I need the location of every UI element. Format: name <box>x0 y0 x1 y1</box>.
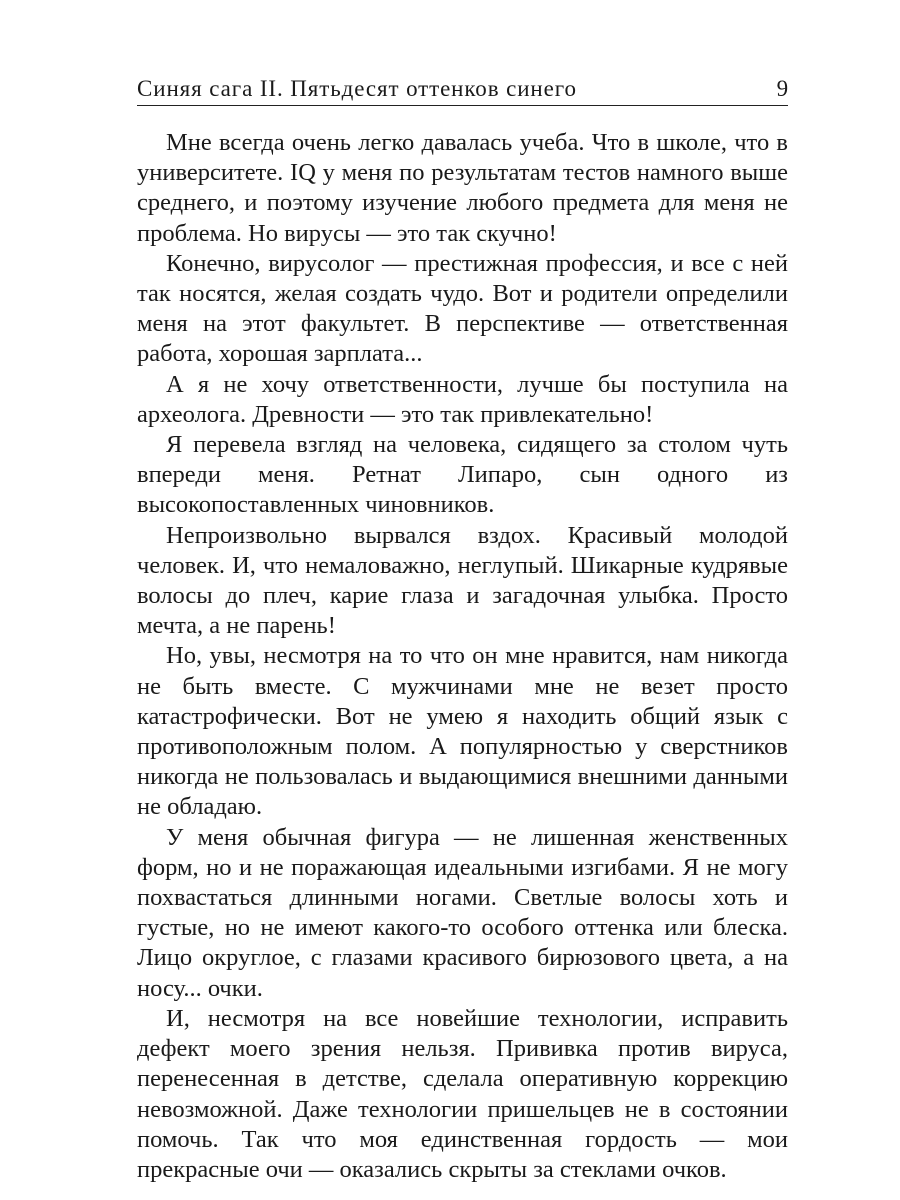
paragraph-4: Я перевела взгляд на человека, сидящего за столом чуть впереди меня. Ретнат Липаро, сын одного из высокопоставленных чиновников. <box>137 431 788 519</box>
header-title: Синяя сага II. Пятьдесят оттенков синего <box>137 76 577 101</box>
header-rule <box>137 105 788 106</box>
running-header <box>137 62 789 102</box>
paragraph-8: И, несмотря на все новейшие технологии, исправить дефект моего зрения нельзя. Прививка против вируса, перенесенная в детстве, сделала оперативную коррекцию невозможной. Даже технологии пришельцев не в состоянии помочь. Так что моя единственная гордость — мои прекрасные очи — оказались скрыты за стеклами очков. <box>137 1004 788 1183</box>
paragraph-7: У меня обычная фигура — не лишенная женственных форм, но и не поражающая идеальными изгибами. Я не могу похвастаться длинными ногами. Светлые волосы хоть и густые, но не имеют какого-то особого оттенка или блеска. Лицо округлое, с глазами красивого бирюзового цвета, а на носу... очки. <box>137 823 788 1002</box>
body-text <box>137 128 788 1185</box>
paragraph-5: Непроизвольно вырвался вздох. Красивый молодой человек. И, что немаловажно, неглупый. Шикарные кудрявые волосы до плеч, карие глаза и загадочная улыбка. Просто мечта, а не парень! <box>137 521 788 640</box>
page-number: 9 <box>776 76 789 101</box>
paragraph-2: Конечно, вирусолог — престижная профессия, и все с ней так носятся, желая создать чудо. Вот и родители определили меня на этот факультет. В перспективе — ответственная работа, хорошая зарплата... <box>137 249 788 368</box>
paragraph-1: Мне всегда очень легко давалась учеба. Что в школе, что в университете. IQ у меня по результатам тестов намного выше среднего, и поэтому изучение любого предмета для меня не проблема. Но вирусы — это так скучно! <box>137 129 788 247</box>
paragraph-3: А я не хочу ответственности, лучше бы поступила на археолога. Древности — это так привлекательно! <box>137 370 788 428</box>
paragraph-6: Но, увы, несмотря на то что он мне нравится, нам никогда не быть вместе. С мужчинами мне не везет просто катастрофически. Вот не умею я находить общий язык с противоположным полом. А популярностью у сверстников никогда не пользовалась и выдающимися внешними данными не обладаю. <box>137 642 788 821</box>
